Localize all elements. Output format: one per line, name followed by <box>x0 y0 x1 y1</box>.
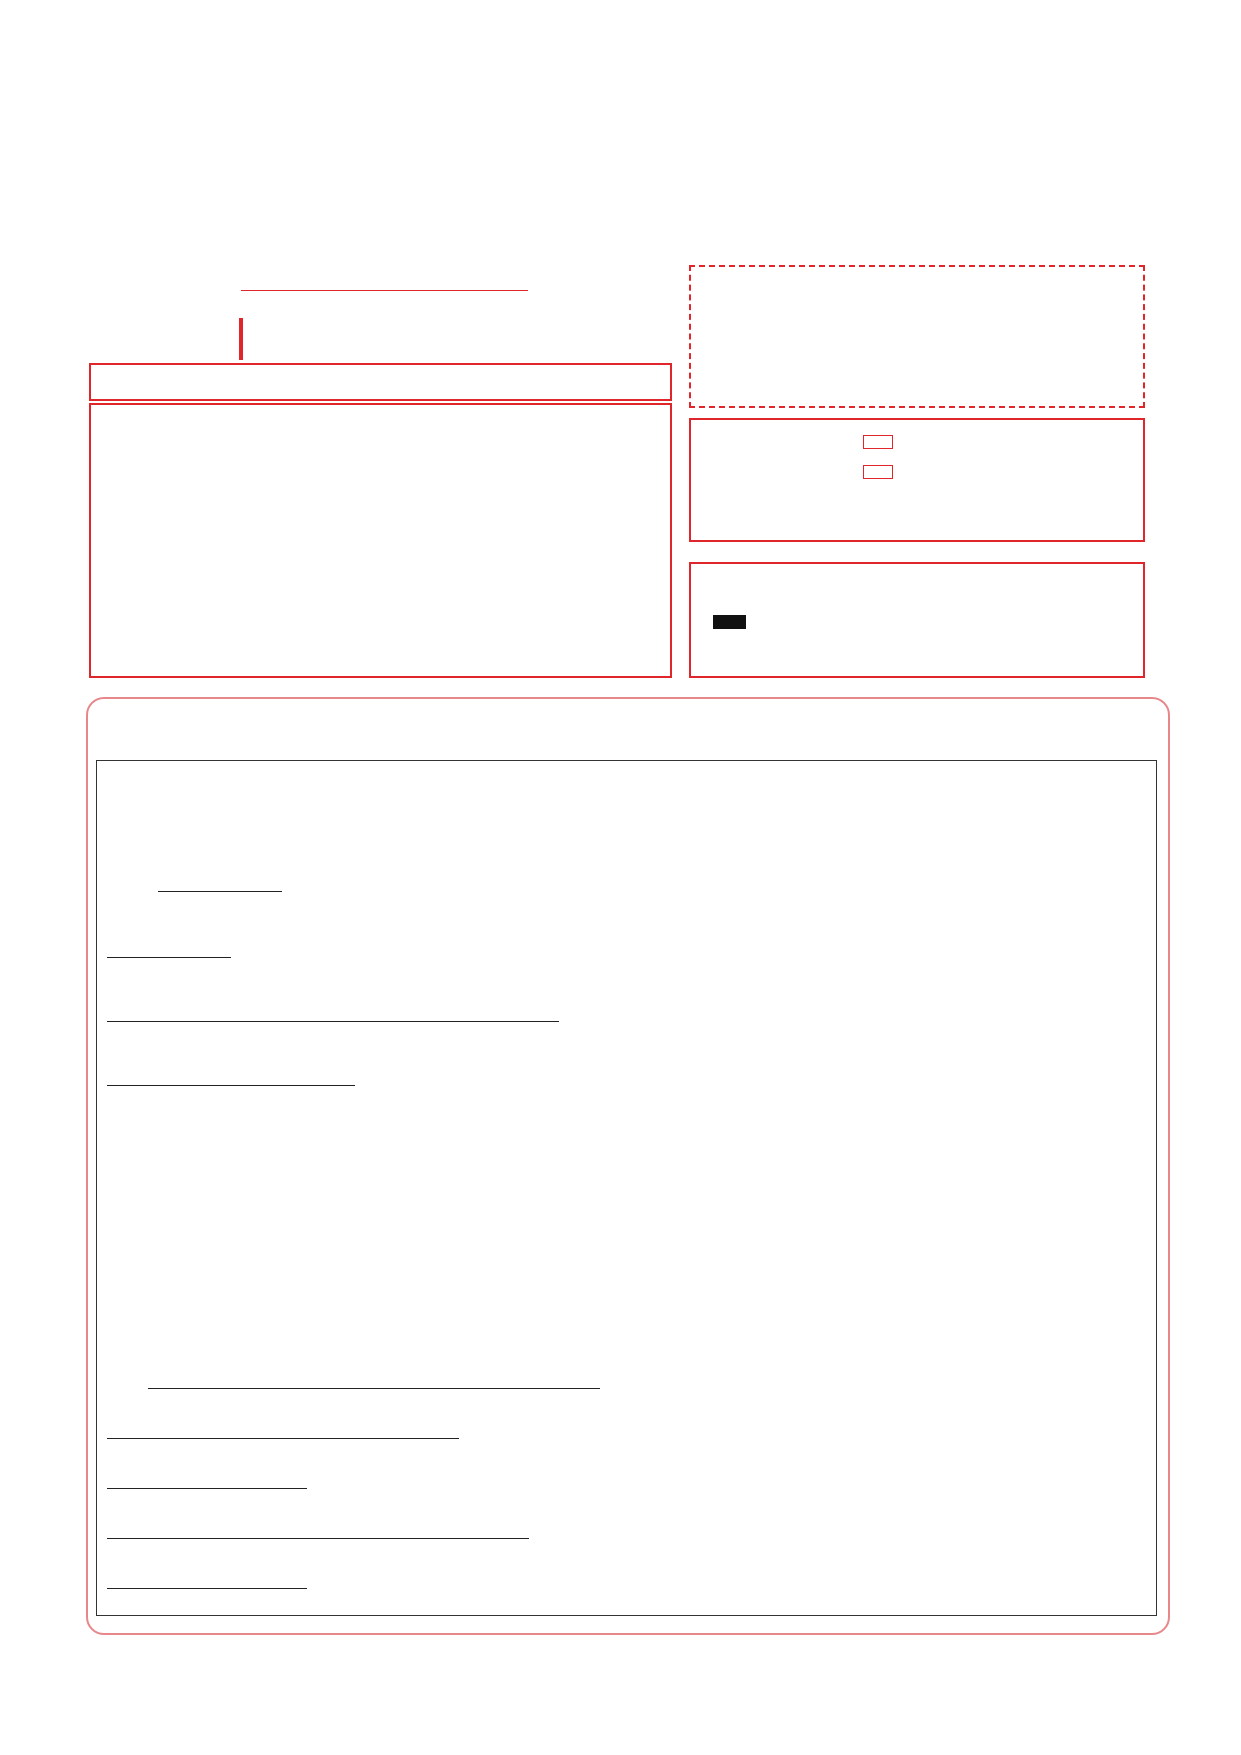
answer-blank[interactable] <box>107 1084 231 1086</box>
id-number-boxes[interactable] <box>239 318 243 360</box>
answer-blank[interactable] <box>374 1387 600 1389</box>
question-6-1-line-4 <box>107 1520 529 1545</box>
answer-blank[interactable] <box>107 1587 307 1589</box>
answer-blank[interactable] <box>107 1020 333 1022</box>
question-6-1-line-2 <box>107 1420 459 1445</box>
left-timing-marks <box>0 0 100 1755</box>
answer-blank[interactable] <box>231 1084 355 1086</box>
question-6-1-line-1 <box>148 1370 600 1395</box>
violation-mark-box[interactable] <box>863 465 893 479</box>
answer-blank[interactable] <box>148 1387 374 1389</box>
notice-list <box>89 403 672 678</box>
name-field[interactable] <box>241 290 528 291</box>
examiner-only-box <box>689 418 1145 542</box>
barcode-area <box>689 265 1145 408</box>
fill-sample-box <box>689 562 1145 678</box>
notice-heading <box>89 363 672 401</box>
answer-blank[interactable] <box>107 1437 383 1439</box>
question-2-line-2 <box>107 938 231 964</box>
question-2-line-3 <box>107 1002 559 1028</box>
correct-fill-mark <box>713 615 746 629</box>
answer-blank[interactable] <box>383 1437 459 1439</box>
answer-blank[interactable] <box>107 1487 307 1489</box>
top-timing-marks <box>0 0 1241 100</box>
question-2-line-1 <box>158 872 282 898</box>
answer-blank[interactable] <box>433 1537 529 1539</box>
question-6-1-line-5 <box>107 1570 307 1595</box>
answer-blank[interactable] <box>158 890 282 892</box>
answer-blank[interactable] <box>107 956 231 958</box>
absent-mark-box[interactable] <box>863 435 893 449</box>
question-2-line-4 <box>107 1066 355 1092</box>
answer-blank[interactable] <box>107 1537 433 1539</box>
answer-blank[interactable] <box>333 1020 559 1022</box>
question-6-1-line-3 <box>107 1470 307 1495</box>
